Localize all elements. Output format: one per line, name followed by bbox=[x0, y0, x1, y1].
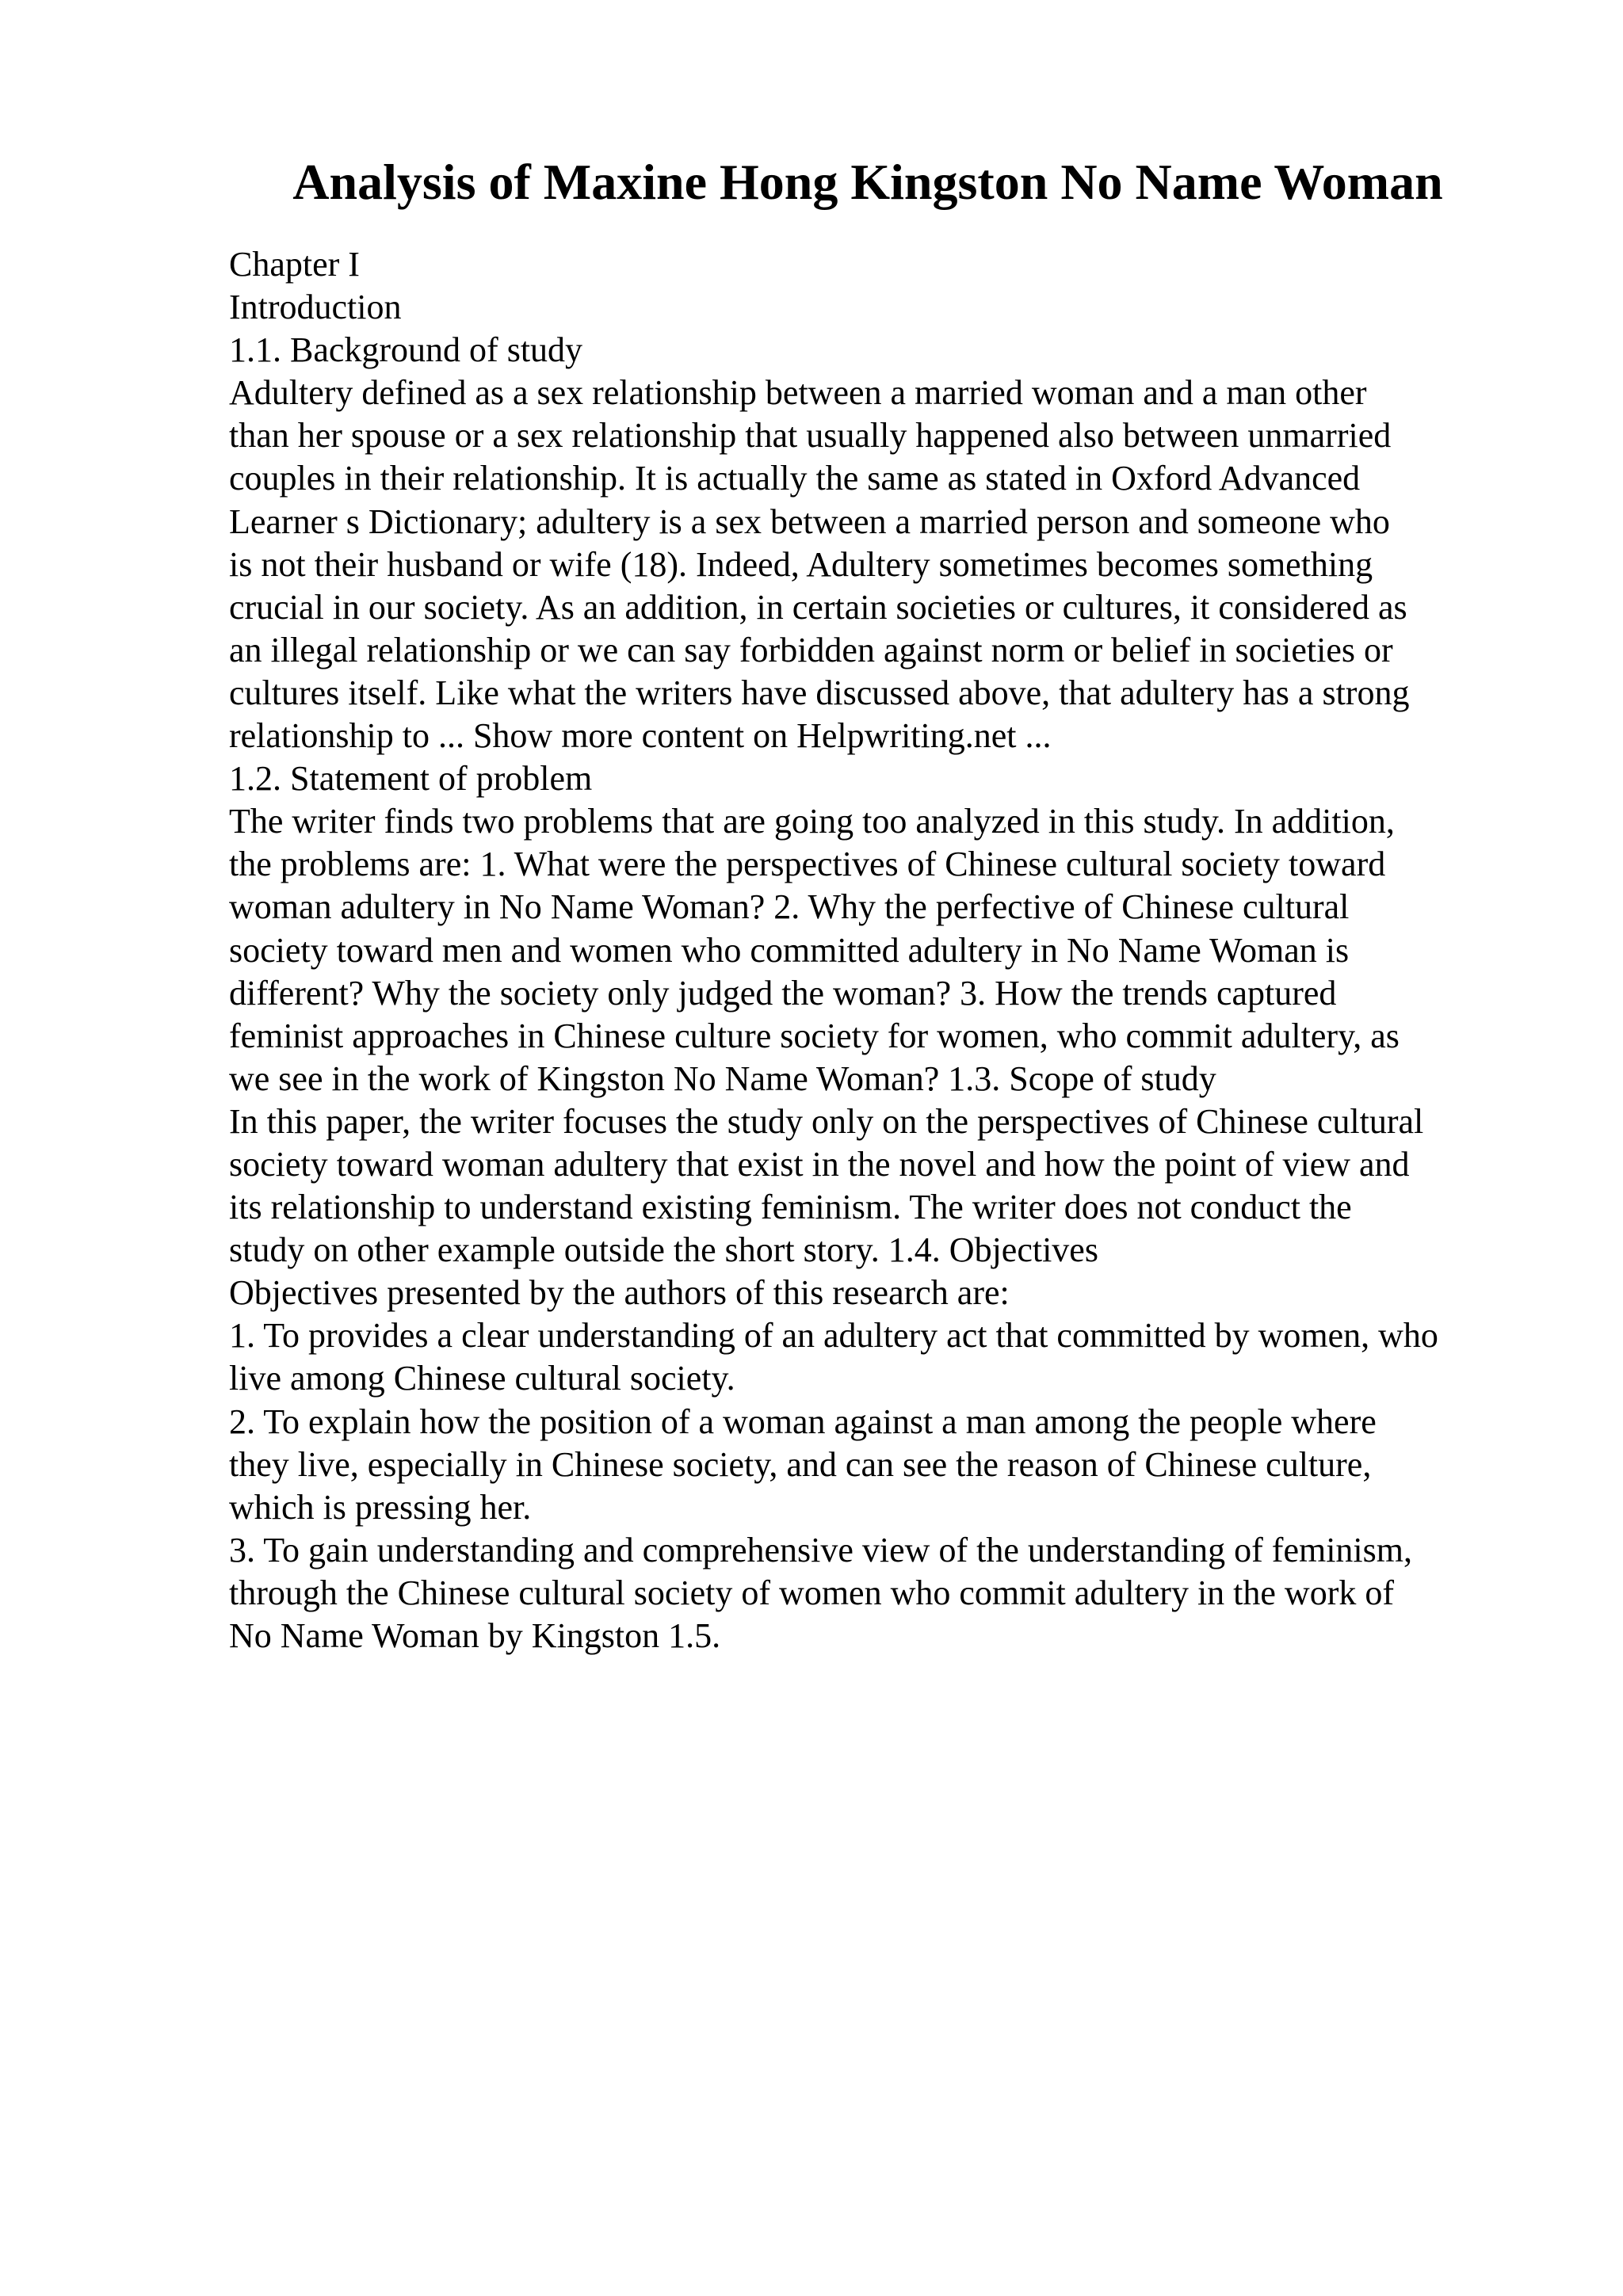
body-line: the problems are: 1. What were the perspectives of Chinese cultural society toward bbox=[229, 845, 1386, 884]
body-line: through the Chinese cultural society of women who commit adultery in the work of bbox=[229, 1573, 1395, 1612]
body-line: Learner s Dictionary; adultery is a sex between a married person and someone who bbox=[229, 502, 1390, 541]
body-line: relationship to ... Show more content on Helpwriting.net ... bbox=[229, 716, 1052, 756]
body-line: society toward woman adultery that exist in the novel and how the point of view and bbox=[229, 1144, 1410, 1184]
body-line: than her spouse or a sex relationship that usually happened also between unmarried bbox=[229, 416, 1392, 456]
body-line: Objectives presented by the authors of this research are: bbox=[229, 1273, 1010, 1313]
body-line: Adultery defined as a sex relationship between a married woman and a man other bbox=[229, 373, 1367, 413]
objective-item: 3. To gain understanding and comprehensive view of the understanding of feminism, bbox=[229, 1530, 1412, 1569]
body-line: they live, especially in Chinese society, and can see the reason of Chinese culture, bbox=[229, 1444, 1372, 1484]
subsection-heading-statement: 1.2. Statement of problem bbox=[229, 759, 593, 799]
body-line: which is pressing her. bbox=[229, 1487, 532, 1527]
document-title: Analysis of Maxine Hong Kingston No Name Woman bbox=[292, 154, 1443, 210]
body-line: The writer finds two problems that are going too analyzed in this study. In addition, bbox=[229, 802, 1395, 841]
body-line: study on other example outside the short story. 1.4. Objectives bbox=[229, 1230, 1098, 1270]
body-line: cultures itself. Like what the writers have discussed above, that adultery has a strong bbox=[229, 673, 1410, 712]
body-line: feminist approaches in Chinese culture society for women, who commit adultery, as bbox=[229, 1016, 1400, 1055]
body-line: an illegal relationship or we can say forbidden against norm or belief in societies or bbox=[229, 630, 1393, 669]
objective-item: 1. To provides a clear understanding of an adultery act that committed by women, who bbox=[229, 1316, 1438, 1356]
body-line: live among Chinese cultural society. bbox=[229, 1359, 735, 1398]
section-heading-introduction: Introduction bbox=[229, 288, 402, 327]
body-line: we see in the work of Kingston No Name Woman? 1.3. Scope of study bbox=[229, 1058, 1216, 1098]
chapter-heading: Chapter I bbox=[229, 245, 360, 284]
body-line: different? Why the society only judged the woman? 3. How the trends captured bbox=[229, 973, 1337, 1013]
body-line: No Name Woman by Kingston 1.5. bbox=[229, 1616, 721, 1655]
body-line: its relationship to understand existing feminism. The writer does not conduct the bbox=[229, 1188, 1352, 1227]
body-line: is not their husband or wife (18). Indeed, Adultery sometimes becomes something bbox=[229, 544, 1373, 584]
body-line: In this paper, the writer focuses the study only on the perspectives of Chinese cultural bbox=[229, 1101, 1424, 1141]
body-line: crucial in our society. As an addition, in certain societies or cultures, it considered as bbox=[229, 587, 1407, 627]
document-body bbox=[229, 243, 1592, 1657]
subsection-heading-background: 1.1. Background of study bbox=[229, 330, 583, 370]
objective-item: 2. To explain how the position of a woman against a man among the people where bbox=[229, 1402, 1377, 1441]
body-line: society toward men and women who committed adultery in No Name Woman is bbox=[229, 930, 1350, 970]
body-line: woman adultery in No Name Woman? 2. Why the perfective of Chinese cultural bbox=[229, 887, 1350, 927]
body-line: couples in their relationship. It is actually the same as stated in Oxford Advanced bbox=[229, 459, 1361, 498]
